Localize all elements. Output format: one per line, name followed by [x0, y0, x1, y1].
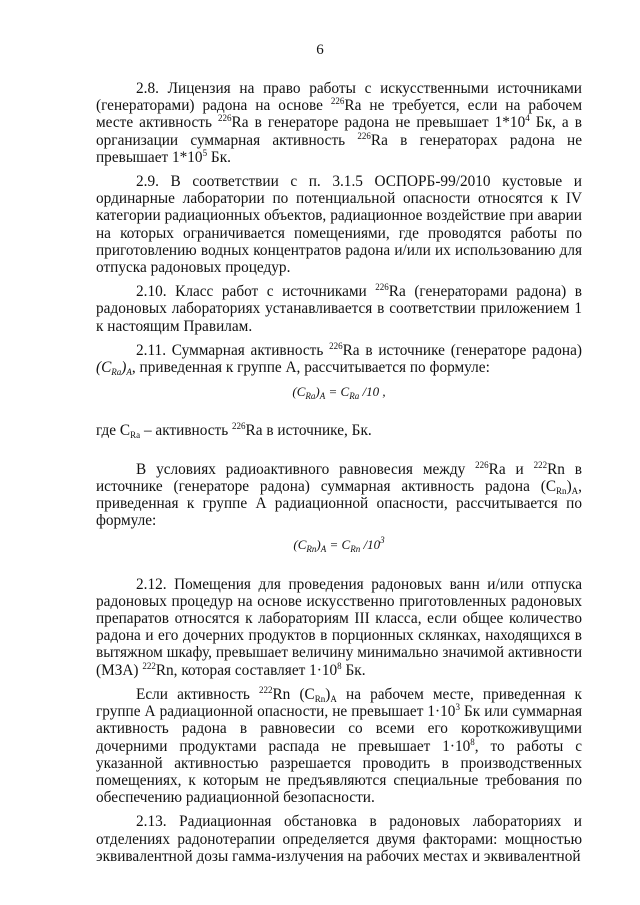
page-number: 6 — [316, 42, 324, 58]
paragraph-2-12-activity: Если активность $^{222}$Rn $(C_{Rn})_A$ на рабочем месте, приведенная к группе А радиационной опасности, не превышает $1\cdot 10^3$ Бк или суммарная активность радона в равновесии со всеми его короткоживущими дочерними продуктами распада не превышает $1\cdot 10^8$, то работы с указанной активностью разрешается проводить в производственных помещениях, к которым не предъявляются специальные требования по обеспечению радиационной безопасности. — [96, 684, 582, 807]
paragraph-2-13: 2.13. Радиационная обстановка в радоновых лабораториях и отделениях радонотерапии определяется двумя факторами: мощностью эквивалентной дозы гамма-излучения на рабочих местах и эквивалентной — [96, 813, 582, 865]
document-body — [96, 80, 582, 872]
paragraph-2-9: 2.9. В соответствии с п. 3.1.5 ОСПОРБ-99/2010 кустовые и ординарные лаборатории по потенциальной опасности относятся к IV категории радиационных объектов, радиационное воздействие при аварии на которых ограничивается помещениями, где проводятся работы по приготовлению водных концентратов радона и/или их использованию для отпуска радоновых процедур. — [96, 173, 582, 277]
paragraph-2-11: 2.11. Суммарная активность $^{226}$Ra в источнике (генераторе радона) $(C_{Ra})_A$, приведенная к группе А, рассчитывается по формуле: — [96, 340, 582, 378]
formula-definition: где $C_{Ra}$ – активность $^{226}$Ra в источнике, Бк. — [96, 421, 372, 441]
paragraph-equilibrium: В условиях радиоактивного равновесия между $^{226}$Ra и $^{222}$Rn в источнике (генераторе радона) суммарная активность радона $(C_{Rn})_A$, приведенная к группе А радиационной опасности, рассчитывается по формуле: — [96, 459, 582, 530]
paragraph-2-8: 2.8. Лицензия на право работы с искусственными источниками (генераторами) радона на основе $^{226}$Ra не требуется, если на рабочем месте активность $^{226}$Ra в генераторе радона не превышает $1*10^4$ Бк, а в организации суммарная активность $^{226}$Ra в генераторах радона не превышает $1*10^5$ Бк. — [96, 80, 583, 166]
paragraph-2-10: 2.10. Класс работ с источниками $^{226}$Ra (генераторами радона) в радоновых лабораториях устанавливается в соответствии приложением 1 к настоящим Правилам. — [96, 282, 582, 335]
paragraph-2-12: 2.12. Помещения для проведения радоновых ванн и/или отпуска радоновых процедур на основе искусственно приготовленных радоновых препаратов относятся к лабораториям III класса, если общее количество радона и его дочерних продуктов в порционных склянках, находящихся в вытяжном шкафу, превышает величину минимально значимой активности (МЗА) $^{222}$Rn, которая составляет $1\cdot 10^8$ Бк. — [96, 575, 582, 679]
formula-ra-activity: $(C_{Ra})_A = C_{Ra}$ /10 , — [292, 384, 386, 402]
formula-rn-activity: $(C_{Rn})_A = C_{Rn}$ $/10^3$ — [293, 535, 385, 555]
